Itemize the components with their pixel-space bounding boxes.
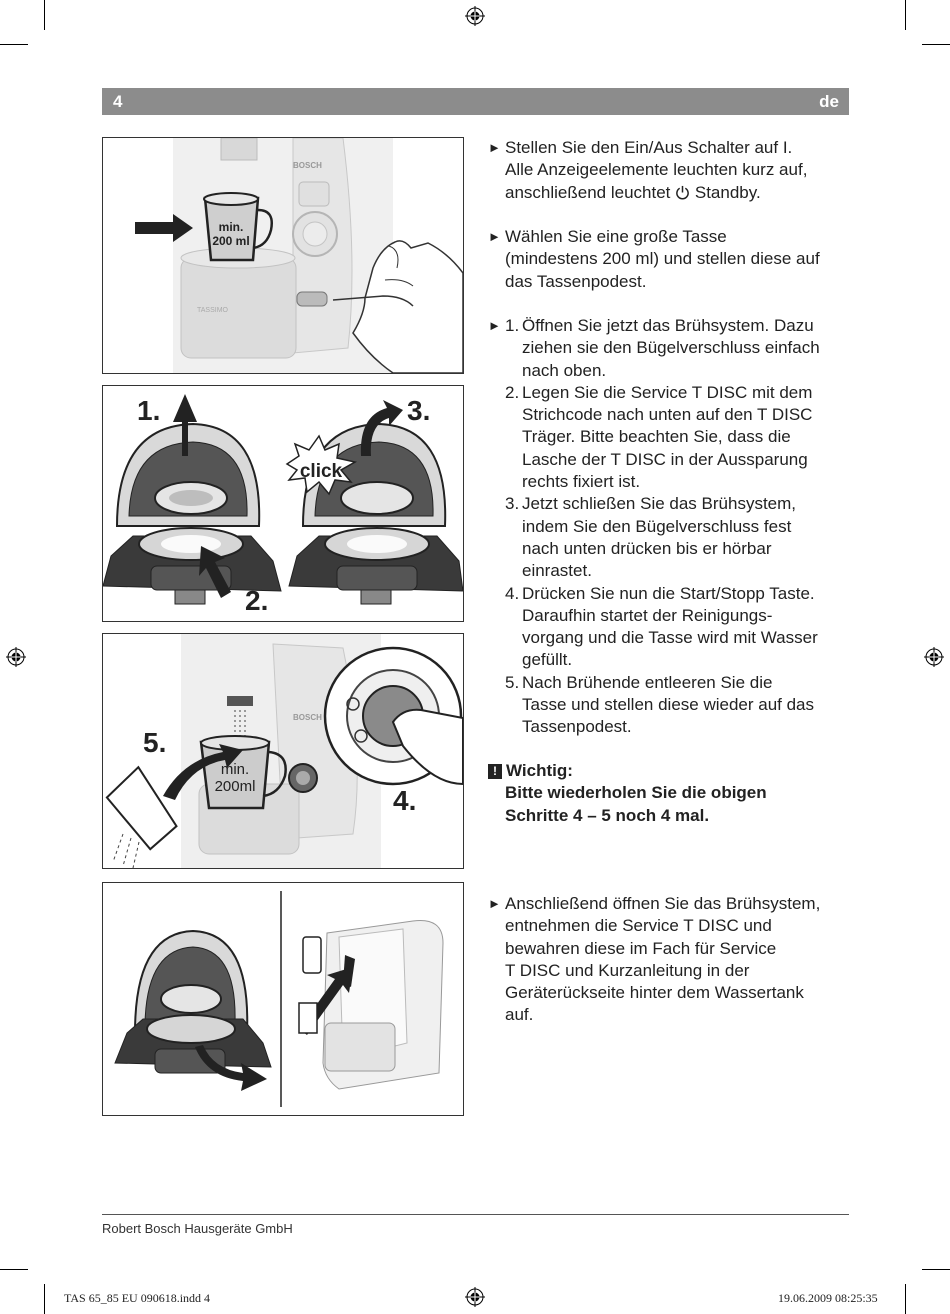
language-code: de [819, 92, 839, 111]
brand-label: BOSCH [293, 161, 322, 170]
text-line: Anschließend öffnen Sie das Brühsystem, [505, 894, 821, 913]
registration-mark-icon [924, 647, 944, 667]
text-line: T DISC und Kurzanleitung in der [505, 960, 750, 980]
bullet-arrow-icon: ► [488, 229, 501, 244]
brewer-unit-left [103, 424, 281, 604]
crop-mark [905, 0, 906, 30]
step-label-3: 3. [407, 395, 431, 426]
warning-note [488, 760, 858, 827]
step-label-1: 1. [137, 395, 161, 426]
tassimo-logo: TASSIMO [197, 307, 228, 314]
crop-mark [44, 0, 45, 30]
crop-mark [922, 44, 950, 45]
text-line: (mindestens 200 ml) und stellen diese auf [505, 249, 820, 269]
figure-brewing-steps-1-3 [102, 385, 464, 622]
power-icon [675, 185, 690, 200]
footer-rule [102, 1214, 849, 1215]
text-line: auf. [505, 1005, 534, 1025]
click-label: click [299, 461, 343, 482]
step-label-2: 2. [245, 585, 269, 616]
bullet-arrow-icon: ► [488, 318, 501, 333]
step-label-4: 4. [393, 785, 417, 816]
footer-company: Robert Bosch Hausgeräte GmbH [102, 1221, 293, 1236]
print-slug-date: 19.06.2009 08:25:35 [778, 1291, 878, 1305]
crop-mark [922, 1269, 950, 1270]
bullet-arrow-icon: ► [488, 140, 501, 155]
registration-mark-icon [465, 1287, 485, 1307]
text-line: bewahren diese im Fach für Service [505, 938, 777, 958]
text-line: Geräterückseite hinter dem Wassertank [505, 983, 804, 1003]
step-item: 1. Öffnen Sie jetzt das Brühsystem. Dazu ziehen sie den Bügelverschluss einfach nach oben. [505, 316, 820, 380]
step-item: 5. Nach Brühende entleeren Sie die Tasse und stellen diese wieder auf das Tassenpodest. [505, 672, 815, 737]
warning-text: Schritte 4 – 5 noch 4 mal. [505, 805, 710, 825]
cup-label-line1: min. [218, 220, 244, 234]
step-item: 4. Drücken Sie nun die Start/Stopp Taste. Daraufhin startet der Reinigungs- vorgang und die Tasse wird mit Wasser gefüllt. [505, 583, 818, 670]
page-header-bar [102, 88, 849, 115]
bullet-arrow-icon: ► [488, 896, 501, 911]
instruction-steps [488, 315, 858, 739]
registration-mark-icon [6, 647, 26, 667]
registration-mark-icon [465, 6, 485, 26]
print-slug-file: TAS 65_85 EU 090618.indd 4 [64, 1291, 211, 1305]
figure-start-and-empty-cup [102, 633, 464, 869]
text-line: anschließend leuchtet Standby. [505, 182, 761, 202]
warning-text: Bitte wiederholen Sie die obigen [505, 783, 767, 803]
crop-mark [905, 1284, 906, 1314]
instruction-switch-on [488, 137, 858, 204]
text-line: Wählen Sie eine große Tasse [505, 227, 727, 246]
figure-store-service-disc [102, 882, 464, 1116]
crop-mark [0, 1269, 28, 1270]
text-line: Alle Anzeigeelemente leuchten kurz auf, [505, 160, 808, 180]
figure-switch-on-and-cup [102, 137, 464, 374]
instruction-cup [488, 226, 858, 293]
step-item: 3. Jetzt schließen Sie das Brühsystem, indem Sie den Bügelverschluss fest nach unten drücken bis er hörbar einrastet. [505, 494, 797, 581]
instruction-store-disc [488, 893, 858, 1027]
cup-label-line2: 200 ml [212, 234, 250, 248]
warning-icon: ! [488, 764, 502, 779]
page-number: 4 [113, 92, 123, 111]
crop-mark [0, 44, 28, 45]
warning-title: Wichtig: [506, 761, 573, 780]
step-label-5: 5. [143, 727, 167, 758]
text-line: entnehmen die Service T DISC und [505, 916, 772, 936]
cup-label-line2: 200ml [214, 778, 256, 795]
step-item: 2. Legen Sie die Service T DISC mit dem Strichcode nach unten auf den T DISC Träger. Bitte beachten Sie, dass die Lasche der T DISC in der Aussparung rechts fixiert ist. [505, 382, 813, 492]
brand-label: BOSCH [293, 713, 322, 722]
text-line: Stellen Sie den Ein/Aus Schalter auf I. [505, 138, 793, 157]
text-line: das Tassenpodest. [505, 271, 647, 291]
crop-mark [44, 1284, 45, 1314]
cup-label-line1: min. [220, 761, 250, 778]
